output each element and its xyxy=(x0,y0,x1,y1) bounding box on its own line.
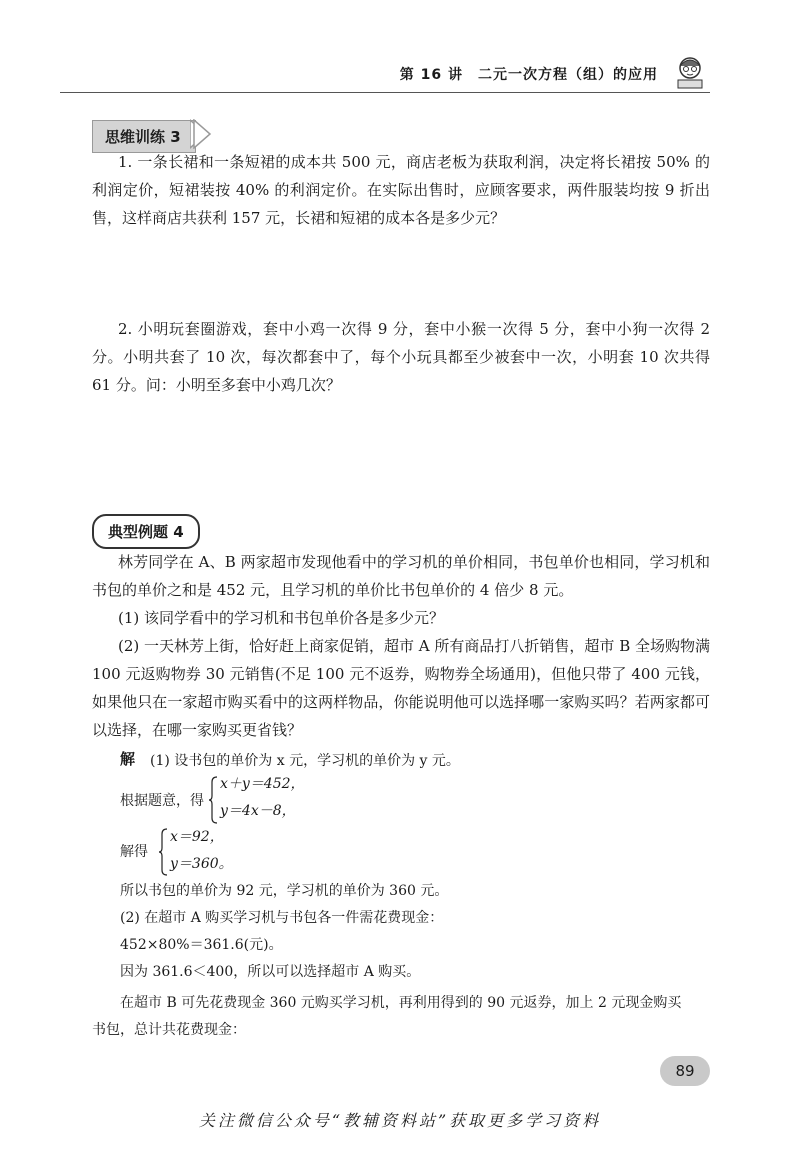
left-brace-icon xyxy=(158,828,168,876)
solution-line-7: 因为 361.6＜400，所以可以选择超市 A 购买。 xyxy=(120,964,421,980)
section-tag-thinking-training: 思维训练 3 xyxy=(92,120,196,153)
example-subquestion-2: (2) 一天林芳上街，恰好赶上商家促销，超市 A 所有商品打八折销售，超市 B 全场购物满 100 元返购物券 30 元销售(不足 100 元不返券，购物券全场通用)，但他只带了 400 元钱，如果他只在一家超市购买看中的这两样物品，你能说明他可以选择哪一家购买吗？若两家都可以选择，在哪一家购买更省钱？ xyxy=(92,637,710,739)
equation-1b: y＝4x－8， xyxy=(220,803,296,819)
solution-line-8: 在超市 B 可先花费现金 360 元购买学习机，再利用得到的 90 元返券，加上 2 元现金购买 xyxy=(120,995,682,1011)
solution-line-6: 452×80%＝361.6(元)。 xyxy=(120,937,283,953)
example-intro: 林芳同学在 A、B 两家超市发现他看中的学习机的单价相同，书包单价也相同，学习机和书包的单价之和是 452 元，且学习机的单价比书包单价的 4 倍少 8 元。 xyxy=(92,553,710,599)
page-header xyxy=(60,52,710,93)
equation-2a: x＝92， xyxy=(170,829,224,845)
example-body xyxy=(92,548,710,744)
solution-label: 解 xyxy=(120,750,136,768)
example-subquestion-1: (1) 该同学看中的学习机和书包单价各是多少元？ xyxy=(118,609,445,627)
solution-line-2-prefix: 根据题意，得 xyxy=(120,793,204,809)
solution-line-9: 书包，总计共花费现金： xyxy=(92,1022,246,1038)
cartoon-student-icon xyxy=(672,54,708,94)
solution-line-5: (2) 在超市 A 购买学习机与书包各一件需花费现金： xyxy=(120,910,444,926)
section-tag-typical-example: 典型例题 4 xyxy=(92,514,200,549)
page-number: 89 xyxy=(660,1056,710,1086)
equation-1a: x＋y＝452， xyxy=(220,776,305,792)
solution-line-1: (1) 设书包的单价为 x 元，学习机的单价为 y 元。 xyxy=(150,753,460,769)
solution-line-3-prefix: 解得 xyxy=(120,844,148,860)
left-brace-icon xyxy=(208,776,218,824)
question-2: 2. 小明玩套圈游戏，套中小鸡一次得 9 分，套中小猴一次得 5 分，套中小狗一次得 2 分。小明共套了 10 次，每次都套中了，每个小玩具都至少被套中一次，小明套 10 次共得 61 分。问：小明至多套中小鸡几次？ xyxy=(92,320,710,394)
tag-arrow-icon xyxy=(190,119,214,149)
solution-line-4: 所以书包的单价为 92 元，学习机的单价为 360 元。 xyxy=(120,883,449,899)
question-1: 1. 一条长裙和一条短裙的成本共 500 元，商店老板为获取利润，决定将长裙按 50% 的利润定价，短裙装按 40% 的利润定价。在实际出售时，应顾客要求，两件服装均按 9 折出售，这样商店共获利 157 元，长裙和短裙的成本各是多少元？ xyxy=(92,153,710,227)
chapter-title: 第 16 讲 二元一次方程（组）的应用 xyxy=(399,67,658,83)
footer-watermark: 关注微信公众号“教辅资料站”获取更多学习资料 xyxy=(198,1111,602,1130)
equation-2b: y＝360。 xyxy=(170,856,233,872)
